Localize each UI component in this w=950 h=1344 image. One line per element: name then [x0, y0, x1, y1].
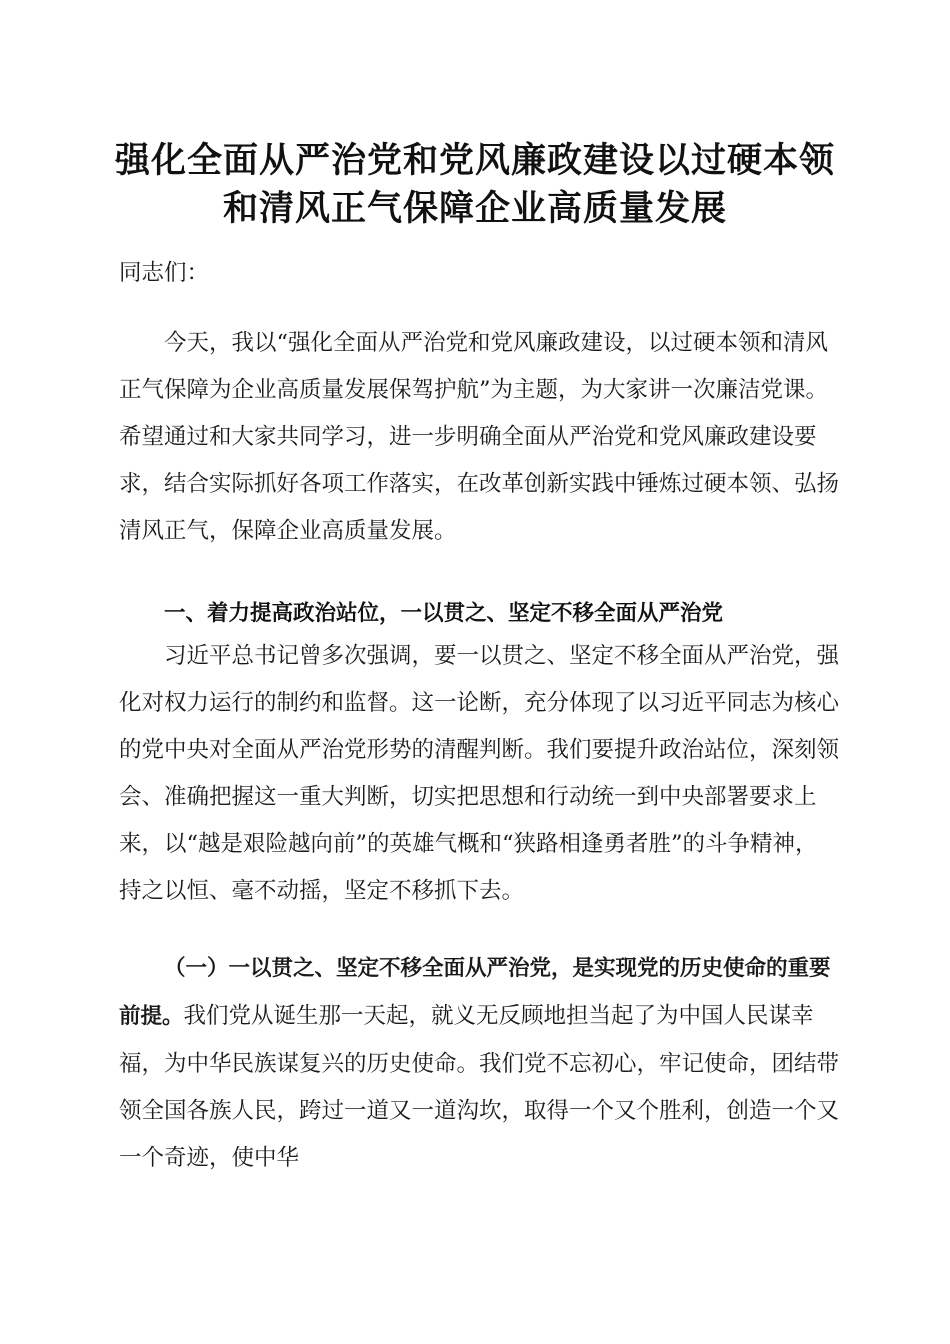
section-1-heading: 一、着力提高政治站位，一以贯之、坚定不移全面从严治党 — [164, 601, 724, 626]
subsection-1-paragraph — [119, 945, 839, 1182]
document-title-line-2: 和清风正气保障企业高质量发展 — [222, 189, 727, 229]
section-1-paragraph: 习近平总书记曾多次强调，要一以贯之、坚定不移全面从严治党，强化对权力运行的制约和监督。这一论断，充分体现了以习近平同志为核心的党中央对全面从严治党形势的清醒判断。我们要提升政治站位，深刻领会、准确把握这一重大判断，切实把思想和行动统一到中央部署要求上来，以“越是艰险越向前”的英雄气概和“狭路相逢勇者胜”的斗争精神，持之以恒、毫不动摇，坚定不移抓下去。 — [119, 643, 840, 904]
salutation: 同志们： — [119, 260, 210, 286]
intro-paragraph: 今天，我以“强化全面从严治党和党风廉政建设，以过硬本领和清风正气保障为企业高质量发展保驾护航”为主题，为大家讲一次廉洁党课。希望通过和大家共同学习，进一步明确全面从严治党和党风廉政建设要求，结合实际抓好各项工作落实，在改革创新实践中锤炼过硬本领、弘扬清风正气，保障企业高质量发展。 — [119, 330, 840, 544]
subsection-1-text: 我们党从诞生那一天起，就义无反顾地担当起了为中国人民谋幸福，为中华民族谋复兴的历史使命。我们党不忘初心，牢记使命，团结带领全国各族人民，跨过一道又一道沟坎，取得一个又个胜利，创造一个又一个奇迹，使中华 — [119, 1002, 840, 1171]
document-title-line-1: 强化全面从严治党和党风廉政建设以过硬本领 — [114, 141, 835, 181]
subsection-1-lead: （一）一以贯之、坚定不移全面从严治党，是实现党的历史使命的重要前提。 — [119, 956, 831, 1029]
